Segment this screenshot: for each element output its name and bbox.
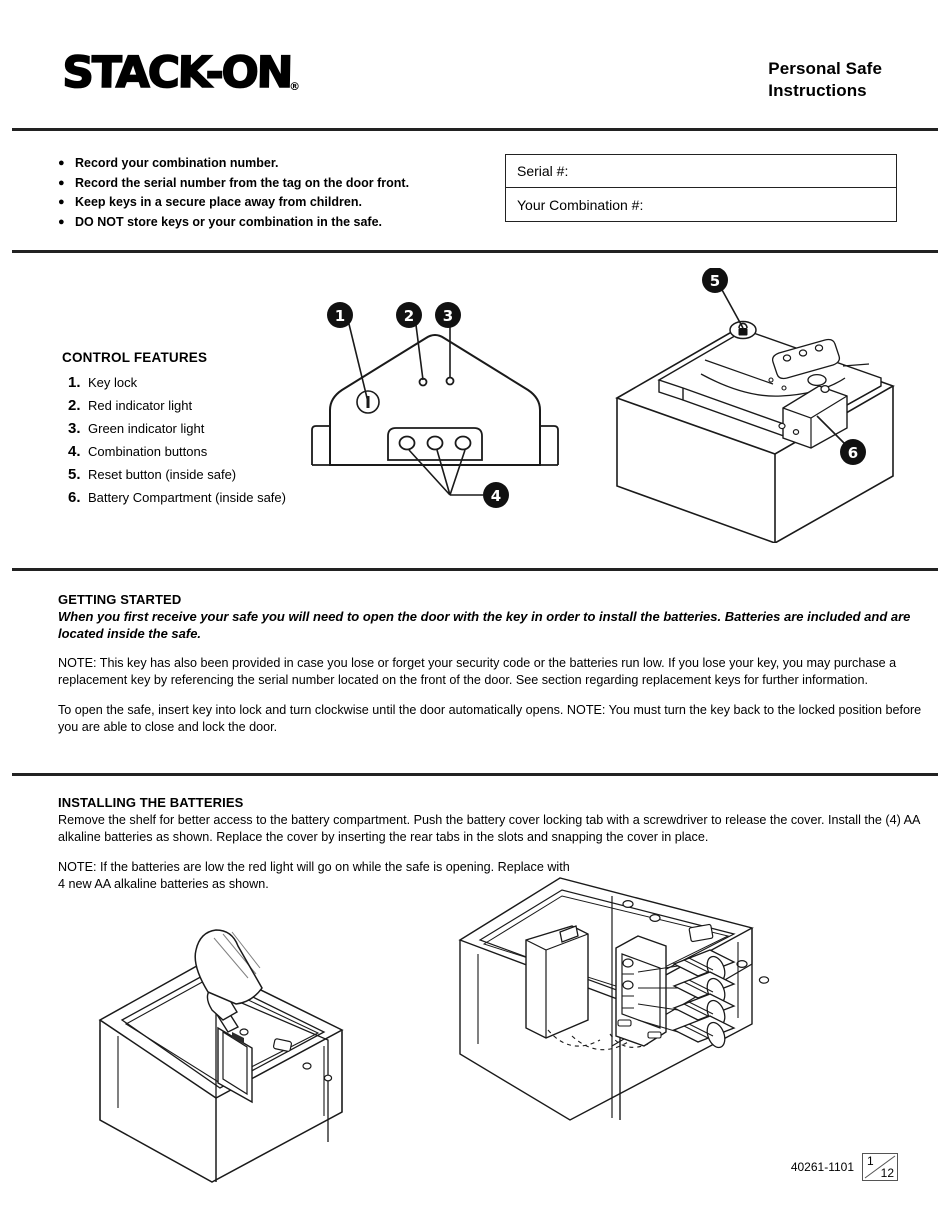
callout-3 — [435, 302, 461, 328]
page-title-line1: Personal Safe — [768, 59, 882, 78]
screwdriver-release-diagram — [92, 880, 392, 1195]
svg-text:1: 1 — [334, 307, 346, 325]
svg-text:6: 6 — [847, 444, 859, 462]
item-label: Green indicator light — [88, 421, 205, 436]
section-heading-control-features: CONTROL FEATURES — [62, 350, 208, 365]
installing-paragraph-1: Remove the shelf for better access to the battery compartment. Push the battery cover locking tab with a screwdriver to release the cover. Install the (4) AA alkaline batteries as shown. Replace the cover by inserting the rear tabs in the slots and snapping the cover in place. — [58, 813, 920, 844]
safe-interior-diagram — [595, 268, 915, 548]
battery-installation-diagram — [452, 868, 792, 1143]
list-item — [62, 440, 286, 463]
item-label: Battery Compartment (inside safe) — [88, 490, 286, 505]
list-item — [62, 486, 286, 509]
item-number: 1. — [68, 374, 81, 391]
serial-number-label: Serial #: — [517, 163, 569, 179]
combination-number-field[interactable] — [505, 188, 897, 222]
section-heading-getting-started: GETTING STARTED — [58, 592, 182, 607]
divider-getting-started — [12, 773, 938, 776]
list-item — [62, 371, 286, 394]
page-title-line2: Instructions — [768, 81, 867, 100]
page-indicator — [862, 1153, 898, 1181]
list-item: ● Record the serial number from the tag on the door front. — [58, 174, 409, 194]
getting-started-lead: When you first receive your safe you will need to open the door with the key in order to install the batteries. Batteries are included and are located inside the safe. — [58, 609, 911, 641]
list-item: ● Record your combination number. — [58, 154, 409, 174]
svg-text:4: 4 — [490, 487, 502, 505]
callout-6 — [840, 439, 866, 465]
record-fields — [505, 154, 897, 222]
callout-2 — [396, 302, 422, 328]
divider-control-features — [12, 568, 938, 571]
registered-trademark-icon: ® — [289, 80, 301, 93]
control-features-section — [62, 350, 286, 509]
getting-started-paragraph-1: NOTE: This key has also been provided in case you lose or forget your security code or the batteries run low. If you lose your key, you may purchase a replacement key by referencing the serial number located on the front of the door. See section regarding replacement keys for further information. — [58, 656, 897, 687]
svg-text:5: 5 — [709, 272, 721, 290]
item-number: 4. — [68, 443, 81, 460]
divider-record — [12, 250, 938, 253]
page-header — [0, 0, 950, 128]
item-number: 2. — [68, 397, 81, 414]
item-label: Reset button (inside safe) — [88, 467, 237, 482]
combination-number-label: Your Combination #: — [517, 196, 644, 213]
getting-started-paragraph-2: To open the safe, insert key into lock and turn clockwise until the door automatically opens. NOTE: You must turn the key back to the locked position before you are able to close and lock the door. — [58, 703, 922, 734]
page-total: 12 — [880, 1166, 894, 1180]
serial-number-field[interactable] — [505, 154, 897, 188]
page-footer — [791, 1153, 898, 1181]
list-item: ● Keep keys in a secure place away from children. — [58, 193, 409, 213]
callout-5 — [702, 268, 728, 293]
installing-note: NOTE: If the batteries are low the red light will go on while the safe is opening. Replace with 4 new AA alkaline batteries as shown. — [58, 860, 570, 891]
callout-4 — [483, 482, 509, 508]
item-label: Key lock — [88, 375, 138, 390]
item-label: Combination buttons — [88, 444, 208, 459]
callout-1 — [327, 302, 353, 328]
svg-text:2: 2 — [403, 307, 415, 325]
document-title — [768, 58, 882, 102]
record-reminders-list — [58, 154, 409, 232]
document-code: 40261-1101 — [790, 1160, 854, 1174]
page-current: 1 — [867, 1154, 874, 1168]
item-number: 5. — [68, 466, 81, 483]
svg-text:3: 3 — [442, 307, 454, 325]
item-label: Red indicator light — [88, 398, 193, 413]
item-number: 3. — [68, 420, 81, 437]
item-number: 6. — [68, 489, 81, 506]
list-item — [62, 417, 286, 440]
stack-on-logo — [61, 48, 301, 98]
logo-wordmark: STACK-ON — [61, 48, 292, 98]
section-heading-installing-batteries: INSTALLING THE BATTERIES — [58, 795, 244, 810]
list-item — [62, 463, 286, 486]
getting-started-section — [58, 592, 923, 736]
control-panel-diagram — [300, 290, 590, 525]
list-item — [62, 394, 286, 417]
list-item: ● DO NOT store keys or your combination in the safe. — [58, 213, 409, 233]
divider-header — [12, 128, 938, 131]
